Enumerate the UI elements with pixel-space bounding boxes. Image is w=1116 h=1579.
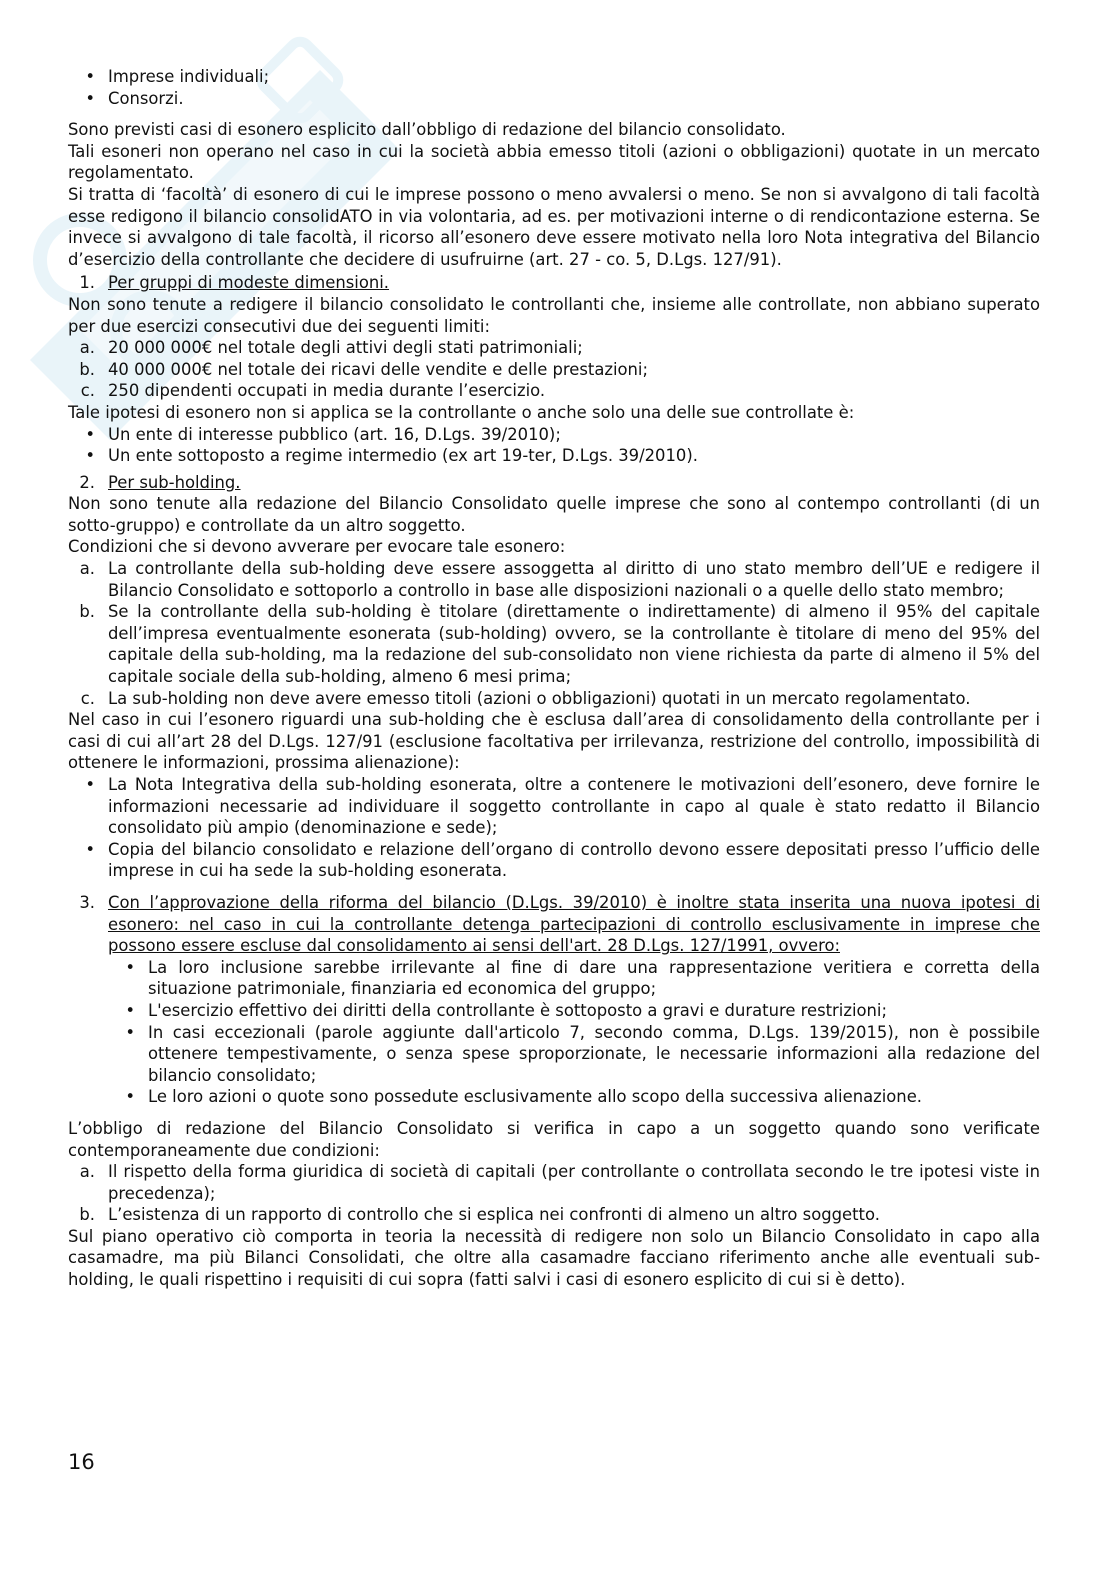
case-list [68, 774, 1040, 882]
case-text: Nel caso in cui l’esonero riguardi una sub-holding che è esclusa dall’area di consolidamento della controllante per i casi di cui all’art 28 del D.Lgs. 127/91 (esclusione facoltativa per irrilevanza, restrizione del controllo, impossibilità di ottenere le informazioni, prossima alienazione): [68, 710, 1040, 773]
section-3-list [108, 957, 1040, 1108]
limits-list [68, 337, 1040, 402]
list-item: b. 40 000 000€ nel totale dei ricavi delle vendite e delle prestazioni; [79, 359, 649, 379]
section-1-heading: 1. Per gruppi di modeste dimensioni. [79, 273, 390, 293]
exception-list [68, 424, 1040, 467]
list-item: a. Il rispetto della forma giuridica di società di capitali (per controllante o controllata secondo le tre ipotesi viste in precedenza); [79, 1162, 1040, 1203]
intro-paragraph: Si tratta di ‘facoltà’ di esonero di cui le imprese possono o meno avvalersi o meno. Se non si avvalgono di tali facoltà esse redigono il bilancio consolidATO in via volontaria, ad es. per motivazioni interne o di rendicontazione esterna. Se invece si avvalgono di tale facoltà, il ricorso all’esonero deve essere motivato nella loro Nota integrativa del Bilancio d’esercizio della controllante che decidere di usufruirne (art. 27 - co. 5, D.Lgs. 127/91). [68, 184, 1040, 269]
list-item: a. La controllante della sub-holding deve essere assoggetta al diritto di uno stato membro dell’UE e redigere il Bilancio Consolidato e sottoporlo a controllo in base alle disposizioni nazionali o a quelle dello stato membro; [79, 559, 1040, 600]
list-item: • In casi eccezionali (parole aggiunte dall'articolo 7, secondo comma, D.Lgs. 139/2015), non è possibile ottenere tempestivamente, o senza spese sproporzionate, le necessarie informazioni alla redazione del bilancio consolidato; [125, 1022, 1040, 1085]
list-item: • L'esercizio effettivo dei diritti della controllante è sottoposto a gravi e durature restrizioni; [125, 1000, 887, 1020]
section-1-text: Non sono tenute a redigere il bilancio consolidato le controllanti che, insieme alle controllate, non abbiano superato per due esercizi consecutivi due dei seguenti limiti: [68, 294, 1040, 336]
list-item: • Le loro azioni o quote sono possedute esclusivamente allo scopo della successiva alienazione. [125, 1087, 922, 1107]
list-item: • Imprese individuali; [85, 67, 270, 86]
list-item: c. La sub-holding non deve avere emesso titoli (azioni o obbligazioni) quotati in un mercato regolamentato. [80, 688, 971, 708]
section-2-text: Non sono tenute alla redazione del Bilancio Consolidato quelle imprese che sono al contempo controllanti (di un sotto-gruppo) e controllate da un altro soggetto. [68, 494, 1040, 535]
list-item: • Copia del bilancio consolidato e relazione dell’organo di controllo devono essere depositati presso l’ufficio delle imprese in cui ha sede la sub-holding esonerata. [85, 839, 1040, 881]
page-number: 16 [68, 1450, 95, 1474]
closing-paragraph: Sul piano operativo ciò comporta in teoria la necessità di redigere non solo un Bilancio Consolidato in capo alla casamadre, ma più Bilanci Consolidati, che oltre alla casamadre facciano riferimento anche alle eventuali sub-holding, le quali rispettino i requisiti di cui sopra (fatti salvi i casi di esonero esplicito di cui si è detto). [68, 1226, 1040, 1290]
list-item: c. 250 dipendenti occupati in media durante l’esercizio. [80, 381, 546, 401]
list-item: a. 20 000 000€ nel totale degli attivi degli stati patrimoniali; [79, 338, 583, 358]
section-2-heading: 2. Per sub-holding. [79, 472, 241, 492]
exception-text: Tale ipotesi di esonero non si applica se la controllante o anche solo una delle sue controllate è: [68, 402, 855, 422]
list-item: • Un ente sottoposto a regime intermedio (ex art 19-ter, D.Lgs. 39/2010). [85, 446, 698, 466]
list-item: b. L’esistenza di un rapporto di controllo che si esplica nei confronti di almeno un altro soggetto. [79, 1205, 880, 1225]
conditions-list [68, 558, 1040, 709]
list-item: • La Nota Integrativa della sub-holding esonerata, oltre a contenere le motivazioni dell’esonero, deve fornire le informazioni necessarie ad individuare il soggetto controllante in capo al quale è stato redatto il Bilancio consolidato più ampio (denominazione e sede); [85, 775, 1040, 838]
intro-paragraph: Sono previsti casi di esonero esplicito dall’obbligo di redazione del bilancio consolidato. [68, 120, 786, 140]
obligation-list [68, 1161, 1040, 1226]
list-item: • Consorzi. [85, 88, 184, 108]
top-bullet-list [68, 66, 1040, 109]
list-item: b. Se la controllante della sub-holding è titolare (direttamente o indirettamente) di almeno il 95% del capitale dell’impresa eventualmente esonerata (sub-holding) ovvero, se la controllante è titolare di meno del 95% del capitale della sub-holding, ma la redazione del sub-consolidato non viene richiesta da parte di almeno il 5% del capitale sociale della sub-holding, almeno 6 mesi prima; [79, 602, 1040, 687]
conditions-intro: Condizioni che si devono avverare per evocare tale esonero: [68, 537, 566, 557]
document-body [68, 66, 1040, 1291]
section-3-heading: 3. Con l’approvazione della riforma del bilancio (D.Lgs. 39/2010) è inoltre stata inserita una nuova ipotesi di esonero: nel caso in cui la controllante detenga partecipazioni di controllo esclusivamente in imprese che possono essere escluse dal consolidamento ai sensi dell'art. 28 D.Lgs. 127/1991, ovvero: [79, 892, 1040, 956]
list-item: • Un ente di interesse pubblico (art. 16, D.Lgs. 39/2010); [85, 424, 561, 444]
intro-paragraph: Tali esoneri non operano nel caso in cui la società abbia emesso titoli (azioni o obbligazioni) quotate in un mercato regolamentato. [68, 141, 1040, 183]
list-item: • La loro inclusione sarebbe irrilevante al fine di dare una rappresentazione veritiera e corretta della situazione patrimoniale, finanziaria ed economica del gruppo; [125, 957, 1040, 999]
obligation-text: L’obbligo di redazione del Bilancio Consolidato si verifica in capo a un soggetto quando sono verificate contemporaneamente due condizioni: [68, 1118, 1040, 1160]
